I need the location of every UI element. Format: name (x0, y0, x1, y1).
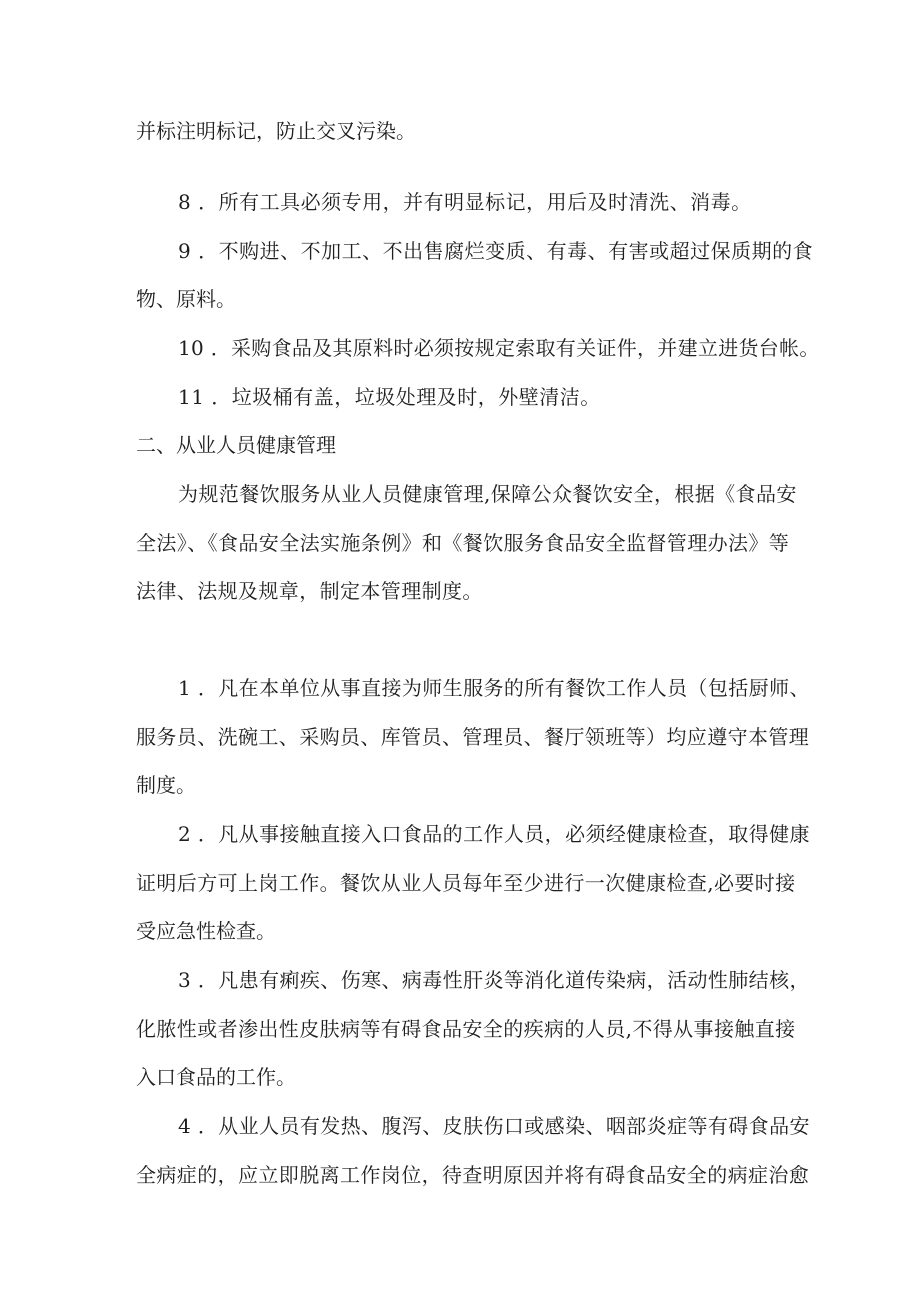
text-line: 10 ．采购食品及其原料时必须按规定索取有关证件，并建立进货台帐。 (178, 336, 820, 360)
text-line: 11 ．垃圾桶有盖，垃圾处理及时，外壁清洁。 (178, 385, 601, 409)
section-heading: 二、从业人员健康管理 (136, 433, 336, 457)
text-line: 3 ．凡患有痢疾、伤寒、病毒性肝炎等消化道传染病，活动性肺结核， (178, 968, 810, 992)
text-line: 物、原料。 (136, 287, 236, 311)
text-line: 入口食品的工作。 (136, 1065, 296, 1089)
text-line: 制度。 (136, 773, 196, 797)
text-line: 1 ．凡在本单位从事直接为师生服务的所有餐饮工作人员（包括厨师、 (178, 676, 810, 700)
text-line: 为规范餐饮服务从业人员健康管理,保障公众餐饮安全，根据《食品安 (178, 482, 797, 506)
text-line: 全法》、《食品安全法实施条例》和《餐饮服务食品安全监督管理办法》等 (136, 531, 790, 555)
text-line: 法律、法规及规章，制定本管理制度。 (136, 579, 483, 603)
text-line: 全病症的，应立即脱离工作岗位，待查明原因并将有碍食品安全的病症治愈 (136, 1163, 810, 1187)
text-line: 4 ．从业人员有发热、腹泻、皮肤伤口或感染、咽部炎症等有碍食品安 (178, 1114, 810, 1138)
text-line: 2 ．凡从事接触直接入口食品的工作人员，必须经健康检查，取得健康 (178, 822, 810, 846)
text-line: 9 ．不购进、不加工、不出售腐烂变质、有毒、有害或超过保质期的食 (178, 239, 814, 263)
text-line: 8 ．所有工具必须专用，并有明显标记，用后及时清洗、消毒。 (178, 190, 752, 214)
text-line: 受应急性检查。 (136, 919, 276, 943)
text-line: 化脓性或者渗出性皮肤病等有碍食品安全的疾病的人员,不得从事接触直接 (136, 1017, 796, 1041)
text-line: 服务员、洗碗工、采购员、库管员、管理员、餐厅领班等）均应遵守本管理 (136, 725, 810, 749)
text-line: 证明后方可上岗工作。餐饮从业人员每年至少进行一次健康检查,必要时接 (136, 871, 796, 895)
text-line: 并标注明标记，防止交叉污染。 (136, 119, 416, 143)
